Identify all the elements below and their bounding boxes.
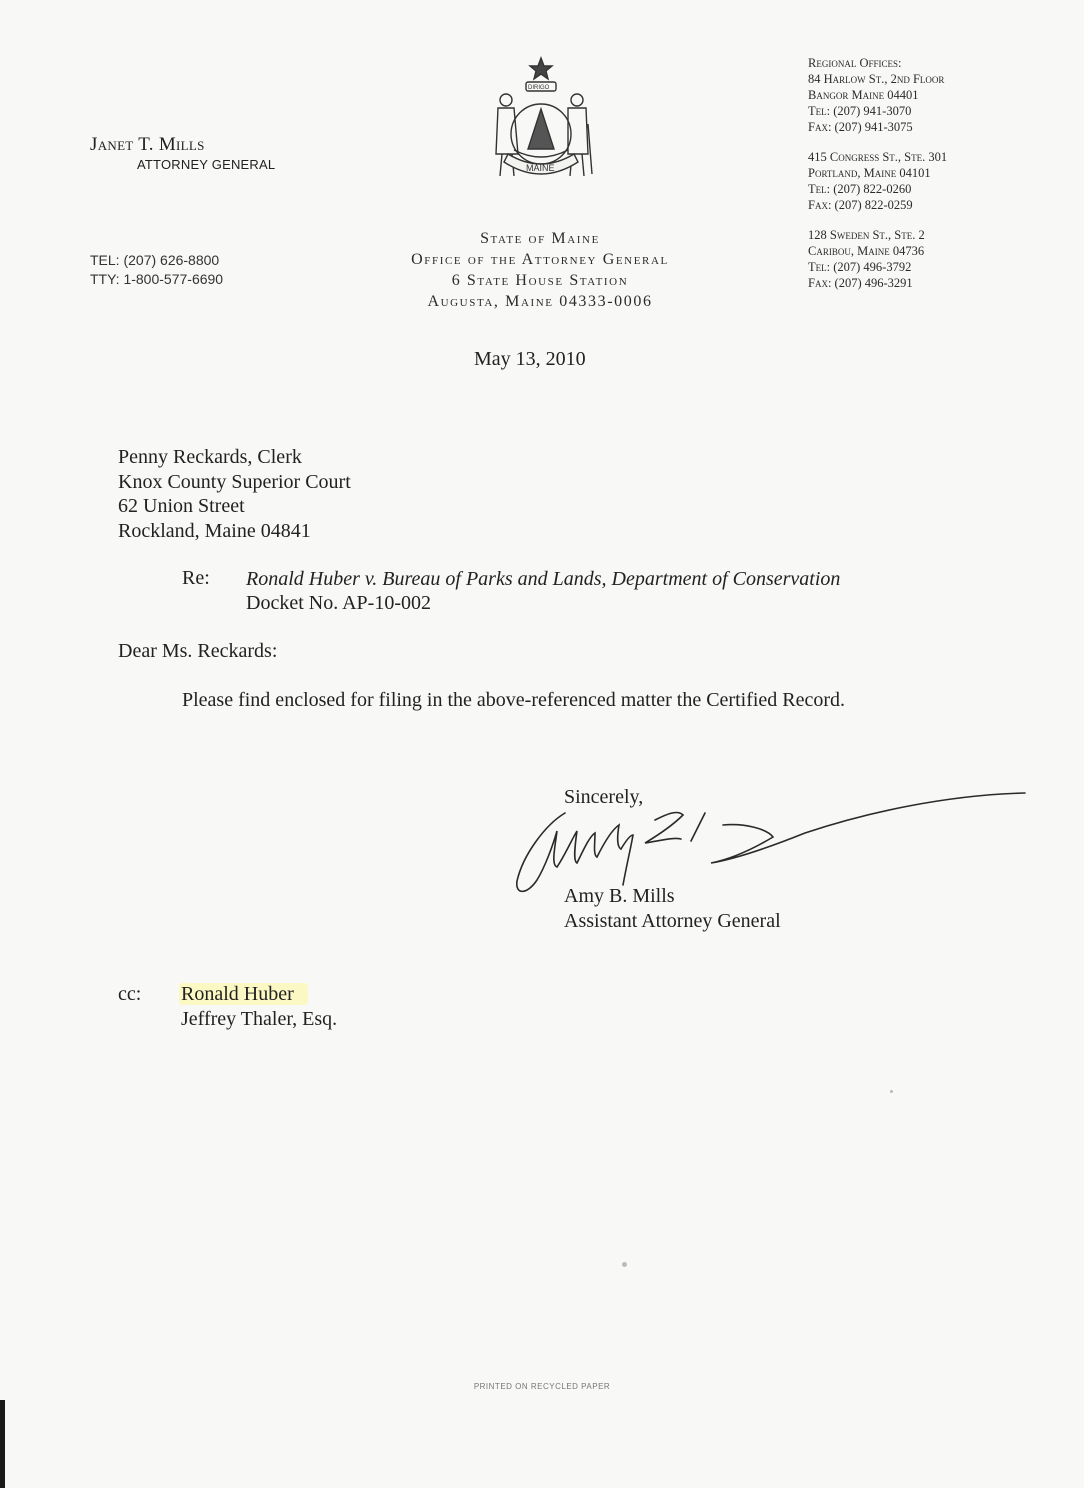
cc-label: cc: <box>118 983 142 1005</box>
scan-speck <box>622 1262 627 1267</box>
recipient-address <box>118 445 351 543</box>
office-city: Bangor Maine 04401 <box>808 88 919 102</box>
recipient-line: Rockland, Maine 04841 <box>118 519 311 542</box>
seal-banner: MAINE <box>526 163 555 173</box>
attorney-general-title: ATTORNEY GENERAL <box>137 157 276 172</box>
recipient-line: Penny Reckards, Clerk <box>118 446 302 468</box>
office-street: 415 Congress St., Ste. 301 <box>808 150 948 164</box>
maine-state-seal-icon <box>484 54 598 186</box>
office-line: 6 State House Station <box>451 272 629 289</box>
regional-office-bangor <box>808 55 947 135</box>
office-contact <box>90 251 223 289</box>
signer-name: Amy B. Mills <box>564 885 675 907</box>
office-fax: Fax: (207) 941-3075 <box>808 120 913 134</box>
recipient-line: Knox County Superior Court <box>118 470 351 493</box>
cc-recipient: Jeffrey Thaler, Esq. <box>181 1007 338 1030</box>
cc-list <box>181 982 337 1031</box>
regional-offices <box>808 55 947 305</box>
office-street: 128 Sweden St., Ste. 2 <box>808 228 925 242</box>
office-tel: Tel: (207) 496-3792 <box>808 260 912 274</box>
closing: Sincerely, <box>564 786 644 808</box>
signer-title: Assistant Attorney General <box>564 909 781 932</box>
office-address <box>340 228 740 312</box>
recycled-paper-footer: PRINTED ON RECYCLED PAPER <box>473 1382 611 1391</box>
office-line: Office of the Attorney General <box>411 251 669 268</box>
office-fax: Fax: (207) 822-0259 <box>808 198 913 212</box>
salutation: Dear Ms. Reckards: <box>118 640 278 662</box>
office-tel: TEL: (207) 626-8800 <box>90 252 220 268</box>
office-line: Augusta, Maine 04333-0006 <box>427 293 653 310</box>
office-fax: Fax: (207) 496-3291 <box>808 276 913 290</box>
docket-number: Docket No. AP-10-002 <box>246 592 431 614</box>
scan-speck <box>890 1090 893 1093</box>
scan-edge-mark <box>0 1400 5 1488</box>
office-tty: TTY: 1-800-577-6690 <box>90 271 224 287</box>
handwritten-signature <box>505 785 1035 900</box>
office-tel: Tel: (207) 941-3070 <box>808 104 912 118</box>
signer-block <box>564 884 781 933</box>
letter-body: Please find enclosed for filing in the above-referenced matter the Certified Record. <box>182 689 846 711</box>
office-city: Caribou, Maine 04736 <box>808 244 925 258</box>
regional-office-caribou <box>808 227 947 291</box>
re-label: Re: <box>182 567 210 589</box>
office-tel: Tel: (207) 822-0260 <box>808 182 912 196</box>
attorney-general-name: Janet T. Mills <box>90 134 205 155</box>
case-title: Ronald Huber v. Bureau of Parks and Lands, Department of Conservation <box>246 568 841 590</box>
office-line: State of Maine <box>480 230 600 247</box>
regional-heading: Regional Offices: <box>808 56 902 70</box>
regional-office-portland <box>808 149 947 213</box>
office-street: 84 Harlow St., 2nd Floor <box>808 72 945 86</box>
cc-recipient-highlighted: Ronald Huber <box>179 983 308 1005</box>
letter-date: May 13, 2010 <box>474 348 586 370</box>
re-block <box>246 567 840 615</box>
office-city: Portland, Maine 04101 <box>808 166 931 180</box>
recipient-line: 62 Union Street <box>118 495 245 517</box>
seal-motto: DIRIGO <box>528 85 550 91</box>
